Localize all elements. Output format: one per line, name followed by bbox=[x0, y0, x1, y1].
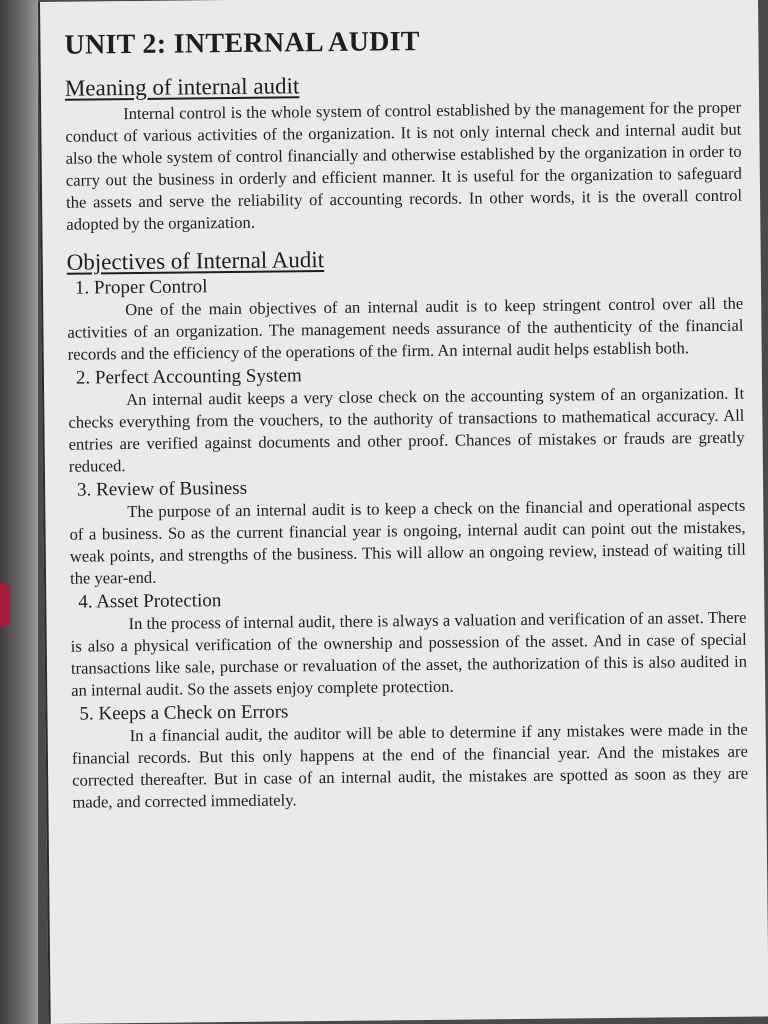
objective-body: In the process of internal audit, there is always a valuation and verification of an asset. There is also a physical verification of the ownership and possession of the asset. And in case of special transactions like sale, purchase or revaluation of the asset, the authorization of this is also audited in an internal audit. So the assets enjoy complete protection. bbox=[70, 607, 748, 700]
page-tab-marker bbox=[0, 583, 10, 627]
objective-body: The purpose of an internal audit is to keep a check on the financial and operational aspects of a business. So as the current financial year is ongoing, internal audit can point out the mistakes, weak points, and strengths of the business. This will allow an ongoing review, instead of waiting till the year-end. bbox=[69, 495, 746, 588]
objective-item bbox=[71, 697, 748, 814]
binding-shadow bbox=[0, 0, 38, 1024]
objective-body: In a financial audit, the auditor will be able to determine if any mistakes were made in the financial records. But this only happens at the end of the financial year. And the mistakes are corrected thereafter. But in case of an internal audit, the mistakes are spotted as soon as they are made, and corrected immediately. bbox=[71, 719, 749, 812]
objective-title: 1. Proper Control bbox=[74, 276, 208, 299]
meaning-section bbox=[65, 69, 743, 236]
objectives-heading: Objectives of Internal Audit bbox=[66, 247, 325, 275]
objective-title: 3. Review of Business bbox=[77, 477, 248, 501]
objective-item bbox=[68, 361, 745, 478]
objective-item bbox=[69, 473, 746, 590]
objective-item bbox=[67, 271, 744, 366]
objective-item bbox=[70, 585, 747, 702]
meaning-paragraph: Internal control is the whole system of control established by the management for the proper conduct of various activities of the organization. It is not only internal check and internal audit but also the whole system of control financially and otherwise established by the organization in order to carry out the business in orderly and efficient manner. It is useful for the organization to safeguard the assets and serve the reliability of accounting records. In other words, it is the overall control adopted by the organization. bbox=[65, 97, 743, 234]
meaning-heading: Meaning of internal audit bbox=[64, 73, 300, 101]
objective-body: One of the main objectives of an internal audit is to keep stringent control over all the activities of an organization. The management needs assurance of the authenticity of the financial records and the efficiency of the operations of the firm. An internal audit helps establish both. bbox=[67, 293, 744, 364]
document-page bbox=[38, 0, 768, 1024]
page-title: UNIT 2: INTERNAL AUDIT bbox=[64, 26, 420, 61]
objective-title: 2. Perfect Accounting System bbox=[75, 365, 302, 389]
objective-body: An internal audit keeps a very close check on the accounting system of an organization. It checks everything from the vouchers, to the authority of transactions to mathematical accuracy. All entries are verified against documents and other proof. Chances of mistakes or frauds are greatly reduced. bbox=[68, 383, 745, 476]
objective-title: 4. Asset Protection bbox=[78, 590, 222, 613]
objective-title: 5. Keeps a Check on Errors bbox=[79, 701, 289, 725]
objectives-section bbox=[67, 243, 749, 814]
